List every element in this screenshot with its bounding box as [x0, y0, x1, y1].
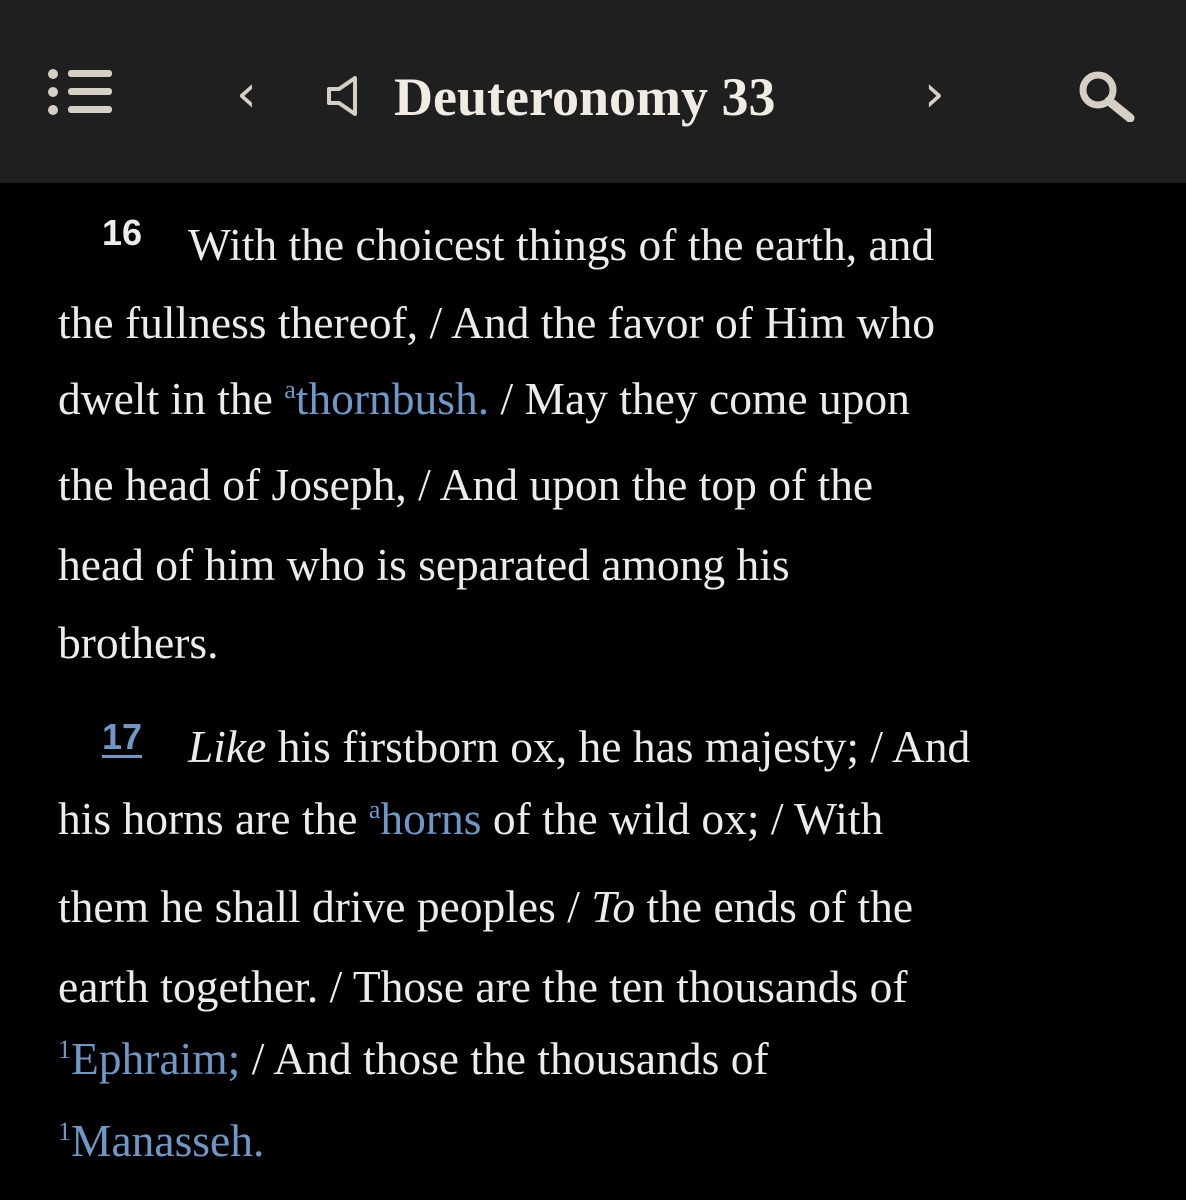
verse-text-line: his horns are the $^a$horns of the wild ox; / With [58, 793, 884, 844]
previous-chapter-button[interactable]: ‹ [236, 64, 257, 124]
next-chapter-button[interactable]: › [924, 64, 945, 124]
menu-list-icon[interactable] [48, 68, 112, 116]
verse-text-line: With the choicest things of the earth, and [188, 219, 935, 270]
verse-text-line: the head of Joseph, / And upon the top of the [58, 459, 874, 510]
footnote-link[interactable]: $^1$Manasseh. [58, 1115, 265, 1166]
chapter-title[interactable]: Deuteronomy 33 [394, 67, 776, 127]
verse-number-link[interactable]: 17 [102, 716, 143, 757]
verse-text-line: them he shall drive peoples / To the ends of the [58, 881, 914, 932]
verse-text-line [58, 1114, 264, 1167]
verse-text-line: earth together. / Those are the ten thousands of [58, 961, 908, 1012]
verse-text-line: dwelt in the $^a$thornbush. / May they come upon [58, 373, 910, 424]
footnote-link[interactable]: $^a$thornbush. [284, 373, 490, 424]
verse-text-line: brothers. [58, 617, 219, 668]
speaker-icon[interactable] [325, 74, 361, 118]
footnote-link[interactable]: $^1$Ephraim; [58, 1033, 241, 1084]
top-navigation-bar [0, 0, 1186, 183]
verse-text-line: Like his firstborn ox, he has majesty; / And [188, 721, 971, 772]
verse-text-line: head of him who is separated among his [58, 539, 790, 590]
verse-text-line: the fullness thereof, / And the favor of Him who [58, 297, 935, 348]
footnote-link[interactable]: $^a$horns [368, 793, 482, 844]
search-icon[interactable] [1076, 68, 1136, 122]
verse-number: 16 [102, 212, 143, 253]
verse-text-line: $^1$Ephraim; / And those the thousands of [58, 1033, 769, 1084]
